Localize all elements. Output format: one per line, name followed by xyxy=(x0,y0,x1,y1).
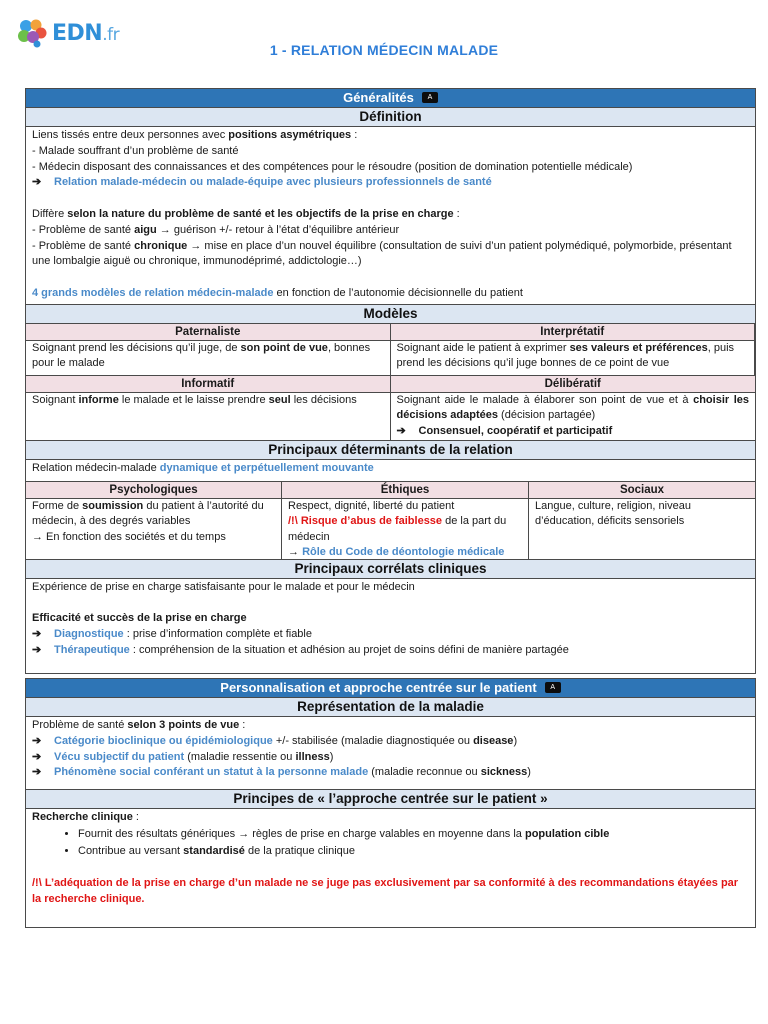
arrow-icon: ➔ xyxy=(32,628,42,641)
rank-badge: A xyxy=(422,92,438,103)
arrow-icon: ➔ xyxy=(32,643,42,656)
models-grid xyxy=(26,323,755,440)
section-generalites xyxy=(25,88,756,674)
document-title: 1 - RELATION MÉDECIN MALADE xyxy=(269,42,499,58)
logo-text: EDN.fr xyxy=(52,20,120,46)
model-paternaliste: Paternaliste Soignant prend les décisions qu’il juge, de son point de vue, bonnes pour le malade xyxy=(26,323,391,375)
arrow-icon: ➔ xyxy=(32,176,42,189)
definition-header: Définition xyxy=(26,108,755,127)
determinant-psychologiques: Psychologiques Forme de soumission du patient à l’autorité du médecin, à des degrés variables → En fonction des sociétés et du temps xyxy=(26,481,282,559)
correlats-block: Expérience de prise en charge satisfaisante pour le malade et pour le médecin Efficacité et succès de la prise en charge ➔ Diagnostique : prise d’information complète et fiable ➔ Thérapeutique : compréhension de la situation et adhésion au projet de soins défini de manière partagée xyxy=(26,579,755,661)
arrow-icon: ➔ xyxy=(32,766,42,779)
models-header: Modèles xyxy=(26,304,755,324)
principes-block: Recherche clinique : • Fournit des résultats génériques → règles de prise en charge valables en moyenne dans la population cible • Contribue au versant standardisé de la pratique clinique /!\ L’adéquation de la prise en charge d’un malade ne se juge pas exclusivement par sa conformité à des recommandations étayées par la recherche clinique. xyxy=(26,809,755,909)
arrow-icon: ➔ xyxy=(32,750,42,763)
arrow-icon: ➔ xyxy=(32,734,42,747)
determinants-grid xyxy=(26,481,755,559)
section-personnalisation xyxy=(25,678,756,928)
determinant-sociaux: Sociaux Langue, culture, religion, niveau d’éducation, déficits sensoriels xyxy=(529,481,755,559)
section-header: Généralités A xyxy=(26,89,755,108)
rank-badge: A xyxy=(545,682,561,693)
model-informatif: Informatif Soignant informe le malade et le laisse prendre seul les décisions xyxy=(26,375,391,440)
determinants-intro: Relation médecin-malade dynamique et perpétuellement mouvante xyxy=(32,461,374,474)
representation-header: Représentation de la maladie xyxy=(26,698,755,717)
determinants-header: Principaux déterminants de la relation xyxy=(26,440,755,460)
determinant-ethiques: Éthiques Respect, dignité, liberté du patient /!\ Risque d’abus de faiblesse de la part du médecin → Rôle du Code de déontologie médicale xyxy=(282,481,529,559)
arrow-icon: ➔ xyxy=(396,424,406,437)
warning-text: /!\ L’adéquation de la prise en charge d’un malade ne se juge pas exclusivement par sa conformité à des recommandations étayées par la recherche clinique. xyxy=(32,876,739,905)
model-deliberatif: Délibératif Soignant aide le malade à élaborer son point de vue et à choisir les décisions adaptées (décision partagée) ➔ Consensuel, coopératif et participatif xyxy=(391,375,756,440)
list-item: • Fournit des résultats génériques → règles de prise en charge valables en moyenne dans la population cible xyxy=(78,826,749,843)
section-header: Personnalisation et approche centrée sur le patient A xyxy=(26,679,755,698)
definition-block: Liens tissés entre deux personnes avec positions asymétriques : - Malade souffrant d’un problème de santé - Médecin disposant des connaissances et des compétences pour le résoudre (position de domination potentielle médicale) ➔ Relation malade-médecin ou malade-équipe avec plusieurs professionnels de santé Diffère selon la nature du problème de santé et les objectifs de la prise en charge : - Problème de santé aigu → guérison +/- retour à l’état d’équilibre antérieur - Problème de santé chronique → mise en place d’un nouvel équilibre (consultation de suivi d’un patient polymédiqué, polymorbide, présentant une lombalgie aiguë ou chronique, immunodéprimé, addictologie…) 4 grands modèles de relation médecin-malade en fonction de l’autonomie décisionnelle du patient xyxy=(32,129,732,299)
list-item: • Contribue au versant standardisé de la pratique clinique xyxy=(78,843,749,860)
model-interpretatif: Interprétatif Soignant aide le patient à exprimer ses valeurs et préférences, puis prend les décisions qu’il juge bonnes de ce point de vue xyxy=(391,323,756,375)
principes-header: Principes de « l’approche centrée sur le patient » xyxy=(26,789,755,809)
representation-block: Problème de santé selon 3 points de vue : ➔ Catégorie bioclinique ou épidémiologique +/- stabilisée (maladie diagnostiquée ou disease) ➔ Vécu subjectif du patient (maladie ressentie ou illness) ➔ Phénomène social conférant un statut à la personne malade (maladie reconnue ou sickness) xyxy=(26,717,755,789)
correlats-header: Principaux corrélats cliniques xyxy=(26,559,755,579)
